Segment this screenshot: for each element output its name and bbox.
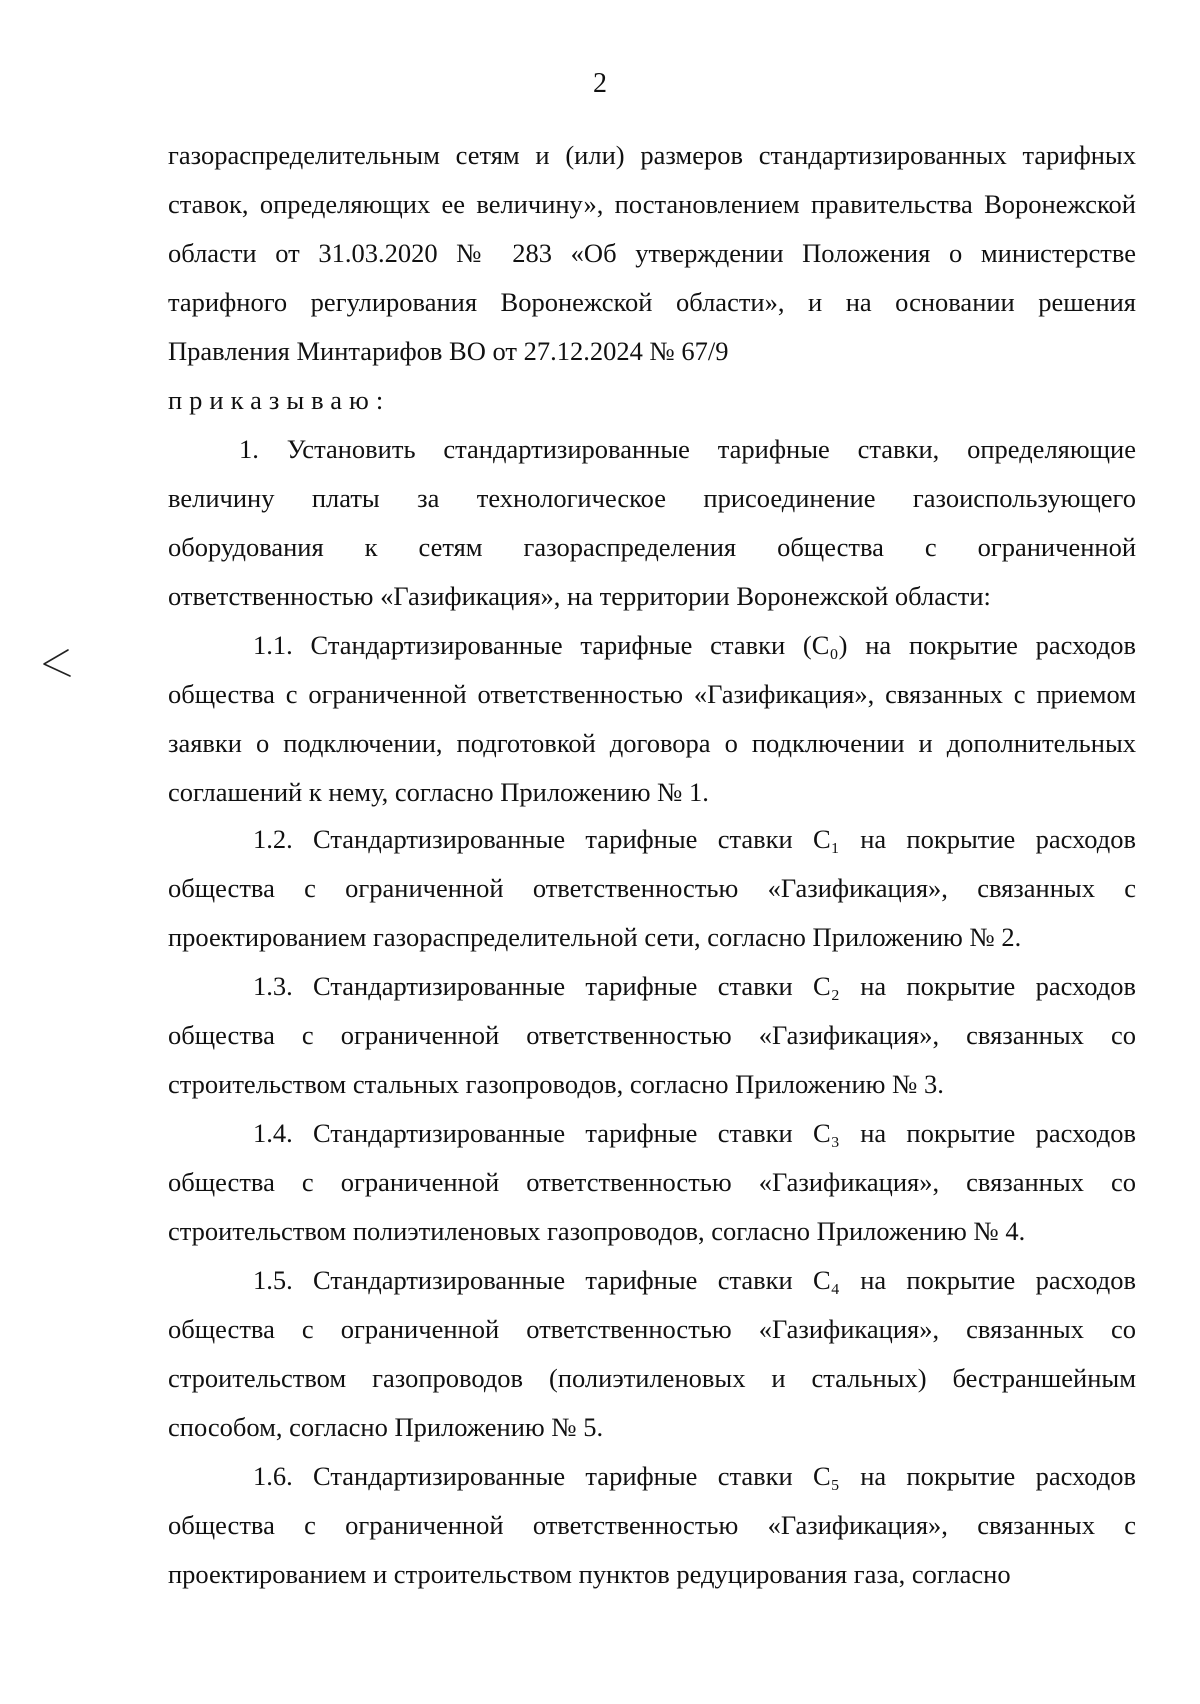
clause-1-4: 1.4. Стандартизированные тарифные ставки C₃ на покрытие расходов общества с ограниченной ответственностью «Газификация», связанных со строительством полиэтиленовых газопроводов, согласно Приложению № 4. bbox=[168, 1118, 1136, 1246]
clause-1-5: 1.5. Стандартизированные тарифные ставки C₄ на покрытие расходов общества с ограниченной ответственностью «Газификация», связанных со строительством газопроводов (полиэтиленовых и стальных) бестраншейным способом, согласно Приложению № 5. bbox=[168, 1265, 1136, 1442]
intro-paragraph: газораспределительным сетям и (или) размеров стандартизированных тарифных ставок, определяющих ее величину», постановлением правительства Воронежской области от 31.03.2020 № 283 «Об утверждении Положения о министерстве тарифного регулирования Воронежской области», и на основании решения Правления Минтарифов ВО от 27.12.2024 № 67/9 bbox=[168, 140, 1136, 366]
clause-1-3: 1.3. Стандартизированные тарифные ставки C₂ на покрытие расходов общества с ограниченной ответственностью «Газификация», связанных со строительством стальных газопроводов, согласно Приложению № 3. bbox=[168, 971, 1136, 1099]
clause-1-1: 1.1. Стандартизированные тарифные ставки (C₀) на покрытие расходов общества с ограниченной ответственностью «Газификация», связанных с приемом заявки о подключении, подготовкой договора о подключении и дополнительных соглашений к нему, согласно Приложению № 1. bbox=[168, 630, 1136, 807]
order-word: приказываю: bbox=[168, 385, 391, 415]
clause-1-2: 1.2. Стандартизированные тарифные ставки C₁ на покрытие расходов общества с ограниченной ответственностью «Газификация», связанных с проектированием газораспределительной сети, согласно Приложению № 2. bbox=[168, 824, 1136, 952]
clause-1-6: 1.6. Стандартизированные тарифные ставки C₅ на покрытие расходов общества с ограниченной ответственностью «Газификация», связанных с проектированием и строительством пунктов редуцирования газа, согласно bbox=[168, 1461, 1136, 1589]
clause-1: 1. Установить стандартизированные тарифные ставки, определяющие величину платы за технологическое присоединение газоиспользующего оборудования к сетям газораспределения общества с ограниченной ответственностью «Газификация», на территории Воронежской области: bbox=[168, 434, 1136, 611]
document-body bbox=[168, 131, 1136, 1599]
handwritten-check-mark-icon bbox=[38, 646, 74, 682]
page-number: 2 bbox=[593, 68, 607, 99]
